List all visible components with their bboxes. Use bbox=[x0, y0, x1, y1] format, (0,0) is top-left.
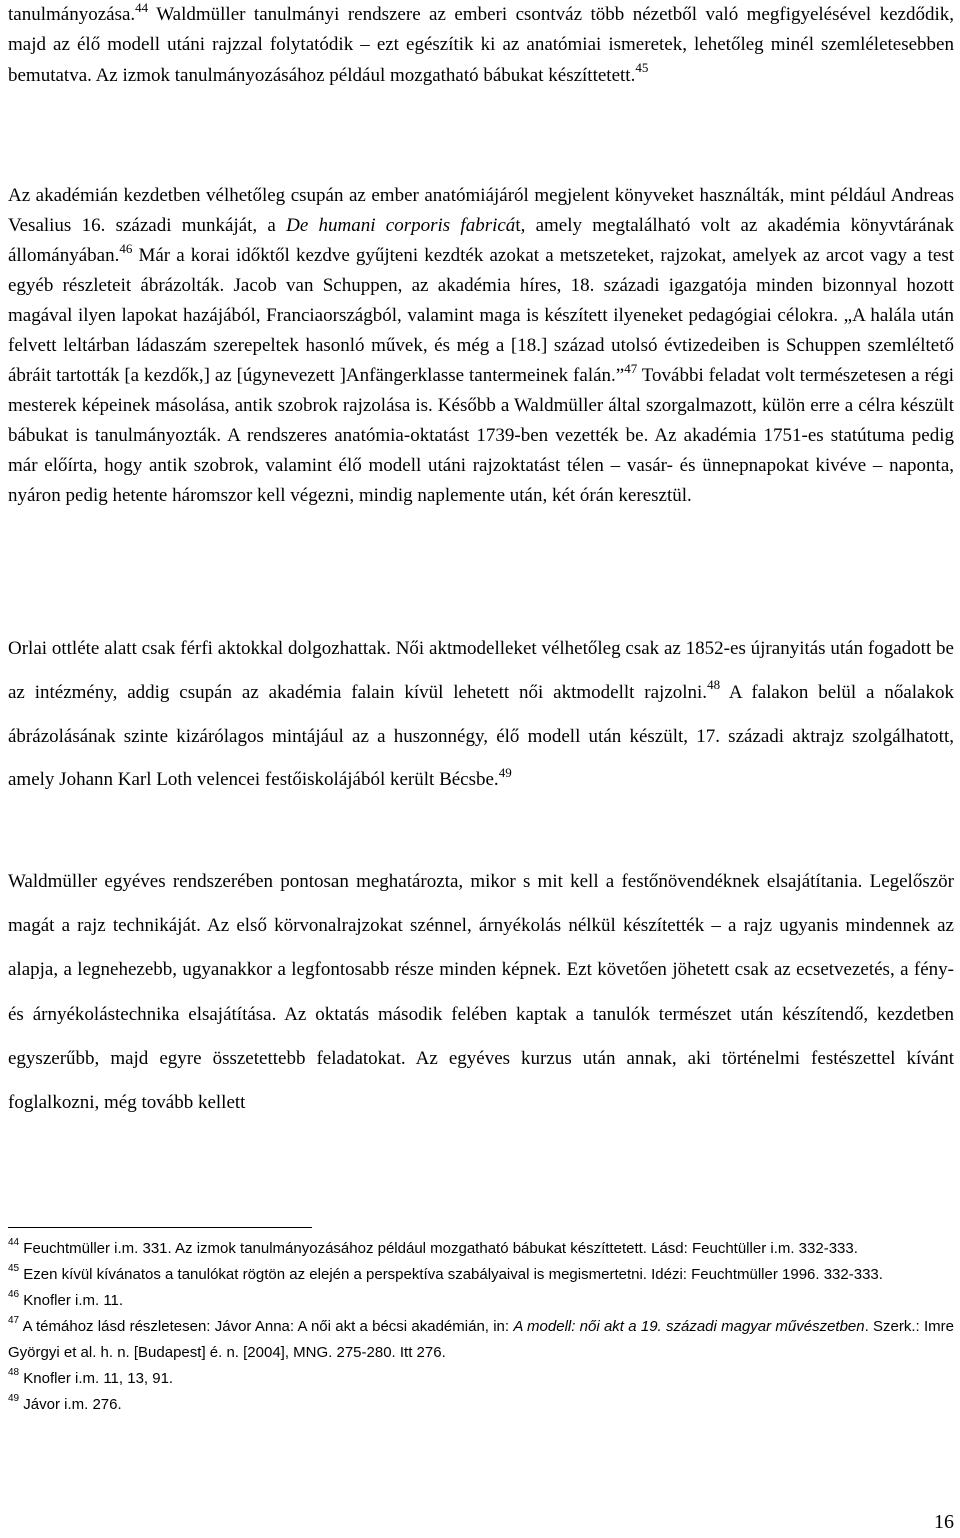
paragraph-3-part-a: Orlai ottléte alatt csak férfi aktokkal dolgozhattak. Női aktmodelleket vélhetőleg csak az 1852-es újranyitás után fogadott be az intézmény, addig csupán az akadémia falain kívül lehetett női aktmodellt rajzolni. bbox=[8, 638, 954, 703]
footnote-text-end: . Szerk.: Imre Györgyi et al. h. n. [Budapest] é. n. [2004], MNG. 275-280. Itt 276. bbox=[8, 1318, 954, 1361]
footnote-separator bbox=[8, 1227, 312, 1228]
footnote-number: 45 bbox=[8, 1263, 20, 1274]
footnote-italic-title: A modell: női akt a 19. századi magyar művészetben bbox=[513, 1318, 865, 1335]
paragraph-4-body: Waldmüller egyéves rendszerében pontosan meghatározta, mikor s mit kell a festőnövendéknek elsajátítania. Legelőször magát a rajz technikáját. Az első körvonalrajzokat szénnel, árnyékolás nélkül készítették – a rajz ugyanis mindennek az alapja, a legnehezebb, ugyanakkor a legfontosabb része minden képnek. Ezt követően jöhetett csak az ecsetvezetés, a fény- és árnyékolástechnika elsajátítása. Az oktatás második felében kaptak a tanulók természet után készítendő, kezdetben egyszerűbb, majd egyre összetettebb feladatokat. Az egyéves kurzus után annak, aki történelmi festészettel kívánt foglalkozni, még tovább kellett bbox=[8, 871, 954, 1114]
footnotes bbox=[8, 1236, 954, 1418]
footnote-49 bbox=[8, 1392, 954, 1418]
paragraph-1-body: Waldmüller tanulmányi rendszere az emberi csontváz több nézetből való megfigyelésével kezdődik, majd az élő modell utáni rajzzal folytatódik – ezt egészítik ki az anatómiai ismeretek, lehetőleg minél szemléletesebben bemutatva. Az izmok tanulmányozásához például mozgatható bábukat készíttetett. bbox=[8, 4, 954, 86]
footnote-ref-46[interactable]: 46 bbox=[119, 240, 133, 256]
footnote-text: Ezen kívül kívánatos a tanulókat rögtön az elején a perspektíva szabályaival is megismertetni. Idézi: Feuchtmüller 1996. 332-333. bbox=[19, 1266, 883, 1283]
footnote-text: Knofler i.m. 11, 13, 91. bbox=[19, 1370, 174, 1387]
page-number: 16 bbox=[934, 1511, 954, 1533]
footnote-48 bbox=[8, 1366, 954, 1392]
footnote-text: Knofler i.m. 11. bbox=[19, 1292, 124, 1309]
book-title-italic: De humani corporis fabricá bbox=[286, 215, 516, 236]
footnote-47 bbox=[8, 1314, 954, 1366]
footnote-46 bbox=[8, 1288, 954, 1314]
footnote-number: 47 bbox=[8, 1315, 20, 1326]
paragraph-3 bbox=[8, 627, 954, 802]
footnote-ref-47[interactable]: 47 bbox=[624, 360, 638, 376]
paragraph-2 bbox=[8, 181, 954, 511]
footnote-text: Feuchtmüller i.m. 331. Az izmok tanulmányozásához például mozgatható bábukat készíttetett. Lásd: Feuchtüller i.m. 332-333. bbox=[19, 1240, 858, 1257]
footnote-number: 46 bbox=[8, 1289, 20, 1300]
paragraph-2-part-b: t, amely megtalálható volt az akadémia könyvtárának állományában. bbox=[8, 215, 955, 266]
paragraph-1 bbox=[8, 0, 954, 91]
paragraph-2-part-c: Már a korai időktől kezdve gyűjteni kezdték azokat a metszeteket, rajzokat, amelyek az arcot vagy a test egyéb részleteit ábrázolták. Jacob van Schuppen, az akadémia híres, 18. századi igazgatója minden bizonnyal hozott magával ilyen lapokat hazájából, Franciaországból, valamint maga is készített ilyeneket pedagógiai célokra. „A halála után felvett leltárban ládaszám szerepeltek hasonló művek, és még a [18.] század utolsó évtizedeiben is Schuppen szemléltető ábráit tartották [a kezdők,] az [úgynevezett ]Anfängerklasse tantermeinek falán.” bbox=[8, 245, 954, 386]
footnote-text: Jávor i.m. 276. bbox=[19, 1396, 122, 1413]
footnote-number: 44 bbox=[8, 1237, 20, 1248]
footnote-ref-48[interactable]: 48 bbox=[707, 677, 721, 693]
paragraph-2-part-a: Az akadémián kezdetben vélhetőleg csupán az ember anatómiájáról megjelent könyveket használták, mint például Andreas Vesalius 16. századi munkáját, a bbox=[8, 185, 954, 236]
footnote-44 bbox=[8, 1236, 954, 1262]
paragraph-4 bbox=[8, 860, 954, 1125]
footnote-ref-49[interactable]: 49 bbox=[498, 765, 512, 781]
paragraph-1-start: tanulmányozása. bbox=[8, 4, 136, 25]
footnote-number: 49 bbox=[8, 1393, 20, 1404]
footnote-ref-44[interactable]: 44 bbox=[135, 0, 149, 15]
footnote-text: A témához lásd részletesen: Jávor Anna: A női akt a bécsi akadémián, in: bbox=[19, 1318, 514, 1335]
footnote-45 bbox=[8, 1262, 954, 1288]
footnote-number: 48 bbox=[8, 1367, 20, 1378]
paragraph-3-part-b: A falakon belül a nőalakok ábrázolásának szinte kizárólagos mintájául az a huszonnégy, élő modell után készült, 17. századi aktrajz szolgálhatott, amely Johann Karl Loth velencei festőiskolájából került Bécsbe. bbox=[8, 681, 954, 791]
paragraph-2-part-d: További feladat volt természetesen a régi mesterek képeinek másolása, antik szobrok rajzolása is. Később a Waldmüller által szorgalmazott, külön erre a célra készült bábukat is tanulmányozták. A rendszeres anatómia-oktatást 1739-ben vezették be. Az akadémia 1751-es statútuma pedig már előírta, hogy antik szobrok, valamint élő modell utáni rajzoktatást télen – vasár- és ünnepnapokat kivéve – naponta, nyáron pedig hetente háromszor kell végezni, mindig naplemente után, két órán keresztül. bbox=[8, 365, 954, 506]
footnote-ref-45[interactable]: 45 bbox=[635, 60, 649, 76]
